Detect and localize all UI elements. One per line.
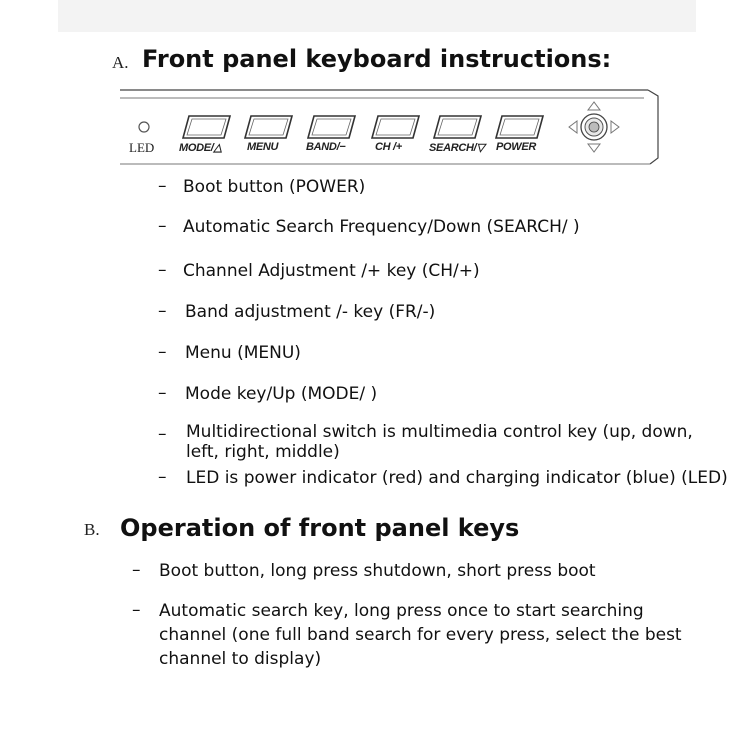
list-item: LED is power indicator (red) and charging indicator (blue) (LED) <box>186 468 728 488</box>
menu-key-label: MENU <box>247 141 279 153</box>
section-a-letter: A. <box>112 53 129 72</box>
power-key-label: POWER <box>496 141 537 153</box>
ch-key[interactable] <box>372 116 419 138</box>
list-item: Menu (MENU) <box>185 343 301 363</box>
band-key[interactable] <box>308 116 355 138</box>
section-a-title: Front panel keyboard instructions: <box>142 45 612 73</box>
bullet-dash: – <box>132 600 141 620</box>
bullet-dash: – <box>158 260 167 280</box>
led-indicator <box>139 122 149 132</box>
multidirectional-switch[interactable] <box>569 102 619 152</box>
mode-key-label: MODE/△ <box>179 142 222 154</box>
front-panel-illustration <box>118 86 663 170</box>
bullet-dash: – <box>158 467 167 487</box>
list-item-continuation: channel (one full band search for every press, select the best <box>159 625 682 645</box>
list-item: Channel Adjustment /+ key (CH/+) <box>183 261 480 281</box>
bullet-dash: – <box>158 383 167 403</box>
bullet-dash: – <box>158 176 167 196</box>
section-b-letter: B. <box>84 520 100 539</box>
bullet-dash: – <box>158 424 167 444</box>
mode-key[interactable] <box>183 116 230 138</box>
band-key-label: BAND/− <box>306 141 346 153</box>
list-item: Automatic Search Frequency/Down (SEARCH/ ) <box>183 217 580 237</box>
bullet-dash: – <box>158 301 167 321</box>
list-item-continuation: left, right, middle) <box>186 442 340 462</box>
list-item: Multidirectional switch is multimedia control key (up, down, <box>186 422 693 442</box>
menu-key[interactable] <box>245 116 292 138</box>
list-item: Boot button (POWER) <box>183 177 366 197</box>
bullet-dash: – <box>158 216 167 236</box>
list-item: Boot button, long press shutdown, short press boot <box>159 561 596 581</box>
bullet-dash: – <box>158 342 167 362</box>
front-panel-outline <box>118 86 663 170</box>
list-item-continuation: channel to display) <box>159 649 322 669</box>
section-b-title: Operation of front panel keys <box>120 514 520 542</box>
ch-key-label: CH /+ <box>375 141 402 153</box>
list-item: Automatic search key, long press once to start searching <box>159 601 644 621</box>
list-item: Band adjustment /- key (FR/-) <box>185 302 436 322</box>
list-item: Mode key/Up (MODE/ ) <box>185 384 378 404</box>
power-key[interactable] <box>496 116 543 138</box>
led-label: LED <box>129 140 155 155</box>
search-key[interactable] <box>434 116 481 138</box>
search-key-label: SEARCH/▽ <box>429 142 485 154</box>
bullet-dash: – <box>132 560 141 580</box>
top-strip <box>58 0 696 32</box>
